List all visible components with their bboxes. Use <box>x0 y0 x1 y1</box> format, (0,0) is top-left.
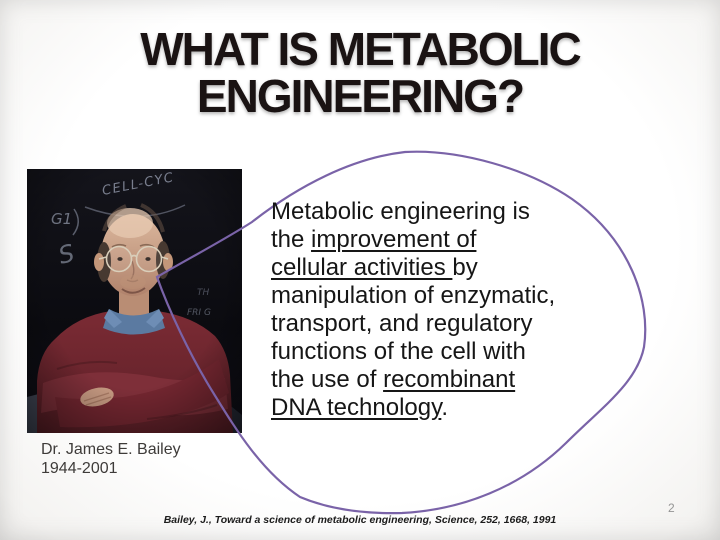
page-number: 2 <box>668 501 675 515</box>
portrait-illustration <box>27 169 242 433</box>
photo-vignette <box>27 169 242 433</box>
bubble-text-line: Metabolic engineering is <box>271 198 530 225</box>
bubble-text <box>271 198 611 422</box>
caption-years: 1944-2001 <box>41 460 118 477</box>
bubble-text-line: the improvement of <box>271 226 477 253</box>
bubble-text-line: cellular activities by <box>271 254 478 281</box>
bubble-text-line: the use of recombinant <box>271 366 516 393</box>
bubble-text-line: manipulation of enzymatic, <box>271 282 556 309</box>
slide-title-line2: ENGINEERING? <box>196 70 524 122</box>
bubble-text-line: functions of the cell with <box>271 338 526 365</box>
footer-citation: Bailey, J., Toward a science of metabolic engineering, Science, 252, 1668, 1991 <box>163 514 557 526</box>
slide-title-line1: WHAT IS METABOLIC <box>140 23 580 75</box>
bubble-text-line: transport, and regulatory <box>271 310 533 337</box>
portrait-photo <box>27 169 242 433</box>
photo-caption <box>41 440 181 478</box>
slide-title <box>0 23 720 122</box>
bubble-text-line: DNA technology. <box>271 394 448 421</box>
caption-name: Dr. James E. Bailey <box>41 441 181 458</box>
